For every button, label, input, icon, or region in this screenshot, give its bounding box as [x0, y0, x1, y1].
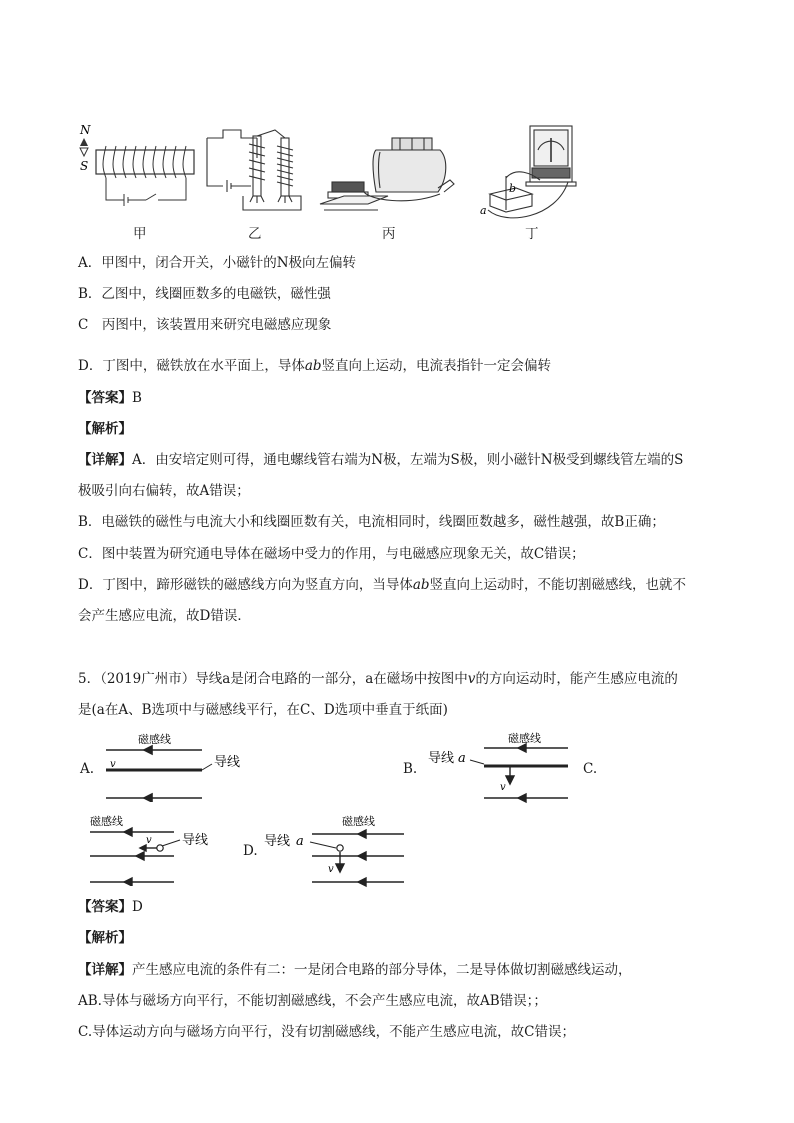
- q4-option-d-text-1: D．丁图中，磁铁放在水平面上，导体: [78, 358, 305, 374]
- wire-cross-section: [157, 845, 163, 851]
- q5-option-a-letter: A.: [80, 761, 95, 777]
- q4-analysis-tag: 【解析】: [78, 421, 132, 437]
- q4-detail-c: C．图中装置为研究通电导体在磁场中受力的作用，与电磁感应现象无关，故C错误；: [78, 546, 585, 562]
- n-pole-label: N: [80, 123, 91, 137]
- figure-jia: [76, 122, 196, 212]
- q5-option-c-letter: C.: [583, 761, 598, 777]
- q4-option-d-text-2: 竖直向上运动，电流表指针一定会偏转: [321, 358, 552, 374]
- q5-stem-v: v: [467, 671, 476, 687]
- q5-option-b-letter: B.: [403, 761, 418, 777]
- detail-a-text-1: A．由安培定则可得，通电螺线管右端为N极，左端为S极，则小磁针N极受到螺线管左端的S: [132, 452, 684, 468]
- detail-d-text-1: D．丁图中，蹄形磁铁的磁感线方向为竖直方向，当导体: [78, 577, 413, 593]
- figure-yi: [203, 124, 307, 216]
- q5-stem-text-2: 的方向运动时，能产生感应电流的: [475, 671, 678, 687]
- field-lines-label: 磁感线: [508, 732, 541, 745]
- detail-d-text-2: 竖直向上运动时，不能切割磁感线，也就不: [429, 577, 687, 593]
- figure-ding: [476, 122, 580, 222]
- q4-detail-a-line2: 极吸引向右偏转，故A错误；: [78, 483, 250, 499]
- compass-needle-icon: [80, 138, 88, 146]
- detail-tag: 【详解】: [78, 962, 132, 978]
- q4-option-b: B．乙图中，线圈匝数多的电磁铁，磁性强: [78, 286, 331, 302]
- velocity-label: v: [146, 835, 152, 846]
- q5-option-b-figure: [426, 730, 586, 806]
- q4-detail-d-line2: 会产生感应电流，故D错误．: [78, 608, 251, 624]
- q5-analysis-tag: 【解析】: [78, 930, 132, 946]
- figure-ding-caption: 丁: [525, 226, 539, 242]
- velocity-label: v: [500, 782, 506, 793]
- field-lines-label: 磁感线: [90, 815, 123, 828]
- field-lines-label: 磁感线: [342, 815, 375, 828]
- q5-detail-1: [78, 961, 632, 979]
- q4-option-d-ab: ab: [304, 358, 322, 374]
- q5-option-d-figure: [262, 812, 412, 888]
- answer-tag: 【答案】: [78, 899, 132, 915]
- q5-option-c-figure: [88, 812, 238, 886]
- wire-label: 导线: [264, 834, 291, 849]
- detail-d-ab: ab: [412, 577, 430, 593]
- q5-detail-ab: AB.导体与磁场方向平行，不能切割磁感线，不会产生感应电流，故AB错误；；: [78, 993, 547, 1009]
- q5-option-d-letter: D.: [243, 843, 258, 859]
- wire-cross-section: [337, 845, 343, 851]
- wire-label: 导线: [428, 751, 455, 766]
- q5-answer: [78, 898, 143, 916]
- q5-stem-text-1: 5．（2019广州市）导线a是闭合电路的一部分，a在磁场中按图中: [78, 671, 468, 687]
- s-pole-label: S: [80, 159, 89, 173]
- answer-value: D: [132, 899, 143, 915]
- q4-detail-b: B．电磁铁的磁性与电流大小和线圈匝数有关，电流相同时，线圈匝数越多，磁性越强，故B正确；: [78, 514, 665, 530]
- wire-label-a: a: [458, 751, 466, 766]
- q4-option-a: A．甲图中，闭合开关，小磁针的N极向左偏转: [78, 255, 357, 271]
- velocity-label: v: [110, 759, 116, 770]
- wire-end-a-label: a: [480, 204, 487, 217]
- answer-value: B: [132, 390, 142, 406]
- q4-answer: [78, 389, 142, 407]
- q5-option-a-figure: [104, 730, 254, 802]
- detail-tag: 【详解】: [78, 452, 132, 468]
- q4-option-c: C 丙图中，该装置用来研究电磁感应现象: [78, 317, 332, 333]
- q5-stem-line1: [78, 670, 678, 688]
- q5-detail-text-1: 产生感应电流的条件有二：一是闭合电路的部分导体，二是导体做切割磁感线运动，: [132, 962, 632, 978]
- q5-stem-line2: 是(a在A、B选项中与磁感线平行，在C、D选项中垂直于纸面): [78, 702, 448, 718]
- q5-detail-c: C.导体运动方向与磁场方向平行，没有切割磁感线，不能产生感应电流，故C错误；: [78, 1024, 575, 1040]
- q4-option-d: [78, 357, 551, 375]
- wire-label: 导线: [214, 755, 241, 770]
- q4-detail-d-line1: [78, 576, 686, 594]
- figure-bing: [318, 130, 468, 214]
- answer-tag: 【答案】: [78, 390, 132, 406]
- figure-jia-caption: 甲: [133, 226, 147, 242]
- figure-bing-caption: 丙: [382, 226, 396, 242]
- velocity-label: v: [328, 864, 334, 875]
- field-lines-label: 磁感线: [138, 733, 171, 746]
- wire-label: 导线: [182, 833, 209, 848]
- wire-end-b-label: b: [509, 182, 517, 195]
- q4-detail-a-line1: [78, 451, 683, 469]
- figure-yi-caption: 乙: [248, 226, 262, 242]
- wire-label-a: a: [296, 834, 304, 849]
